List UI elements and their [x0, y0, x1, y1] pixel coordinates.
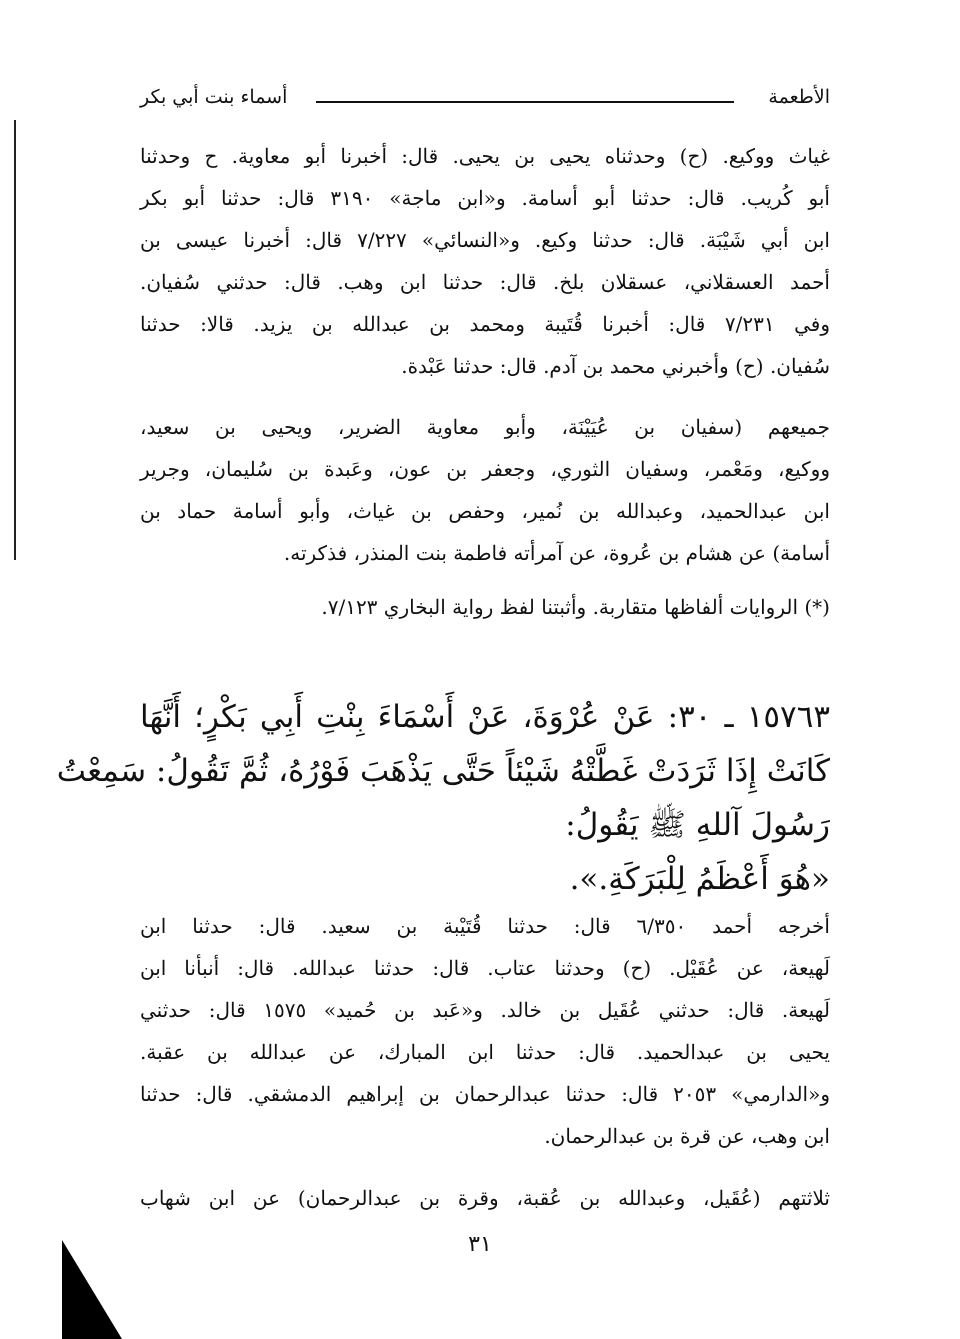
- page-number: ٣١: [468, 1232, 492, 1257]
- takhrij-paragraph-3: [140, 905, 830, 1157]
- text-line: جميعهم (سفيان بن عُيَيْنَة، وأبو معاوية الضرير، ويحيى بن سعيد،: [140, 415, 830, 439]
- text-line: ابن عبدالحميد، وعبدالله بن نُمير، وحفص بن غياث، وأبو أسامة حماد بن: [140, 499, 830, 523]
- running-header: [140, 86, 830, 116]
- footnote: [140, 586, 830, 628]
- scan-edge-line: [14, 120, 16, 560]
- footnote-line: (*) الروايات ألفاظها متقاربة. وأثبتنا لفظ رواية البخاري ٧/١٢٣.: [321, 595, 830, 619]
- text-line: ابن أبي شَيْبَة. قال: حدثنا وكيع. و«النسائي» ٧/٢٢٧ قال: أخبرنا عيسى بن: [140, 228, 830, 252]
- hadith-line: ١٥٧٦٣ ـ ٣٠: عَنْ عُرْوَةَ، عَنْ أَسْمَاءَ بِنْتِ أَبِي بَكْرٍ؛ أَنَّهَا: [140, 699, 831, 735]
- hadith-text: [56, 690, 831, 906]
- text-line: وفي ٧/٢٣١ قال: أخبرنا قُتَيبة ومحمد بن عبدالله بن يزيد. قالا: حدثنا: [140, 312, 830, 336]
- text-line: سُفيان. (ح) وأخبرني محمد بن آدم. قال: حدثنا عَبْدة.: [401, 354, 830, 378]
- takhrij-paragraph-1: [140, 135, 830, 387]
- hadith-line: رَسُولَ آللهِ ﷺ يَقُولُ:: [565, 807, 830, 843]
- text-line: يحيى بن عبدالحميد. قال: حدثنا ابن المبارك، عن عبدالله بن عقبة.: [140, 1040, 830, 1064]
- page-corner-shadow: [62, 1240, 122, 1339]
- text-line: أبو كُريب. قال: حدثنا أبو أسامة. و«ابن ماجة» ٣١٩٠ قال: حدثنا أبو بكر: [140, 186, 830, 210]
- text-line: أسامة) عن هشام بن عُروة، عن آمرأته فاطمة بنت المنذر، فذكرته.: [283, 541, 830, 565]
- text-line: ثلاثتهم (عُقَيل، وعبدالله بن عُقبة، وقرة بن عبدالرحمان) عن ابن شهاب: [140, 1186, 830, 1210]
- text-line: أخرجه أحمد ٦/٣٥٠ قال: حدثنا قُتَيْبة بن سعيد. قال: حدثنا ابن: [140, 914, 830, 938]
- text-line: لَهيعة، عن عُقَيْل. (ح) وحدثنا عتاب. قال: حدثنا عبدالله. قال: أنبأنا ابن: [140, 956, 830, 980]
- section-title: أسماء بنت أبي بكر: [140, 86, 288, 108]
- takhrij-paragraph-4: [140, 1177, 830, 1219]
- text-line: أحمد العسقلاني، عسقلان بلخ. قال: حدثنا ابن وهب. قال: حدثني سُفيان.: [140, 270, 830, 294]
- text-line: لَهيعة. قال: حدثني عُقَيل بن خالد. و«عَبد بن حُميد» ١٥٧٥ قال: حدثني: [140, 998, 830, 1022]
- takhrij-paragraph-2: [140, 406, 830, 574]
- hadith-line: «هُوَ أَعْظَمُ لِلْبَرَكَةِ.».: [569, 861, 830, 897]
- text-line: ووكيع، ومَعْمر، وسفيان الثوري، وجعفر بن عون، وعَبدة بن سُليمان، وجرير: [140, 457, 830, 481]
- text-line: و«الدارمي» ٢٠٥٣ قال: حدثنا عبدالرحمان بن إبراهيم الدمشقي. قال: حدثنا: [140, 1082, 830, 1106]
- hadith-line: كَانَتْ إِذَا ثَرَدَتْ غَطَّتْهُ شَيْئاً حَتَّى يَذْهَبَ فَوْرُهُ، ثُمَّ تَقُولُ: سَمِعْتُ: [56, 753, 830, 789]
- chapter-title: الأطعمة: [768, 86, 830, 108]
- text-line: ابن وهب، عن قرة بن عبدالرحمان.: [544, 1124, 830, 1148]
- header-rule: [316, 101, 734, 103]
- text-line: غياث ووكيع. (ح) وحدثناه يحيى بن يحيى. قال: أخبرنا أبو معاوية. ح وحدثنا: [140, 144, 830, 168]
